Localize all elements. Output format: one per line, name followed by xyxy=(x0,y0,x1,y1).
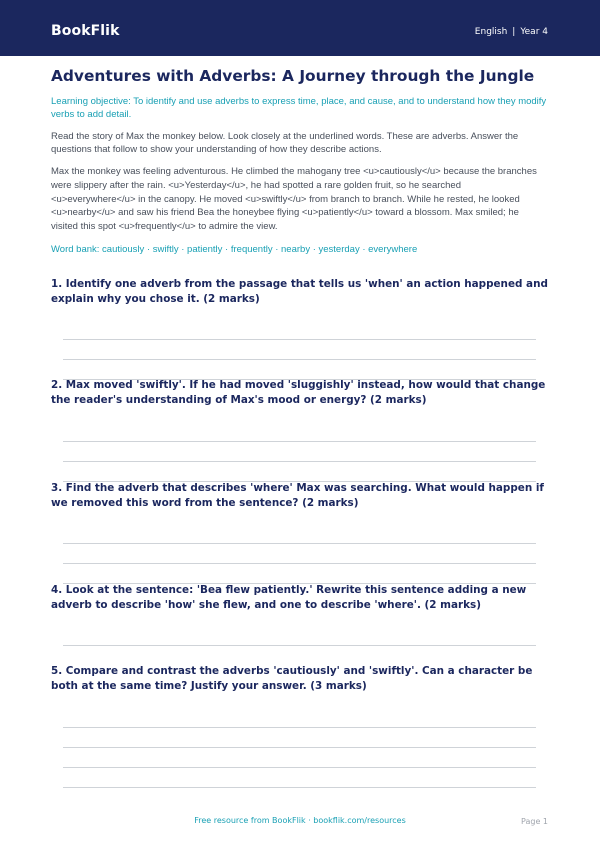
question-2 xyxy=(51,378,548,408)
page-number: Page 1 xyxy=(521,817,548,826)
answer-line[interactable] xyxy=(63,787,536,788)
answer-line[interactable] xyxy=(63,339,536,340)
answer-line[interactable] xyxy=(63,359,536,360)
brand-logo[interactable]: BookFlik xyxy=(51,23,120,39)
meta-separator: | xyxy=(512,27,516,37)
instructions: Read the story of Max the monkey below. Look closely at the underlined words. These are adverbs. Answer the questions that follow to show your understanding of how they describe actions. xyxy=(51,131,519,155)
page-header xyxy=(0,0,600,56)
answer-line[interactable] xyxy=(63,543,536,544)
answer-line[interactable] xyxy=(63,441,536,442)
answer-line[interactable] xyxy=(63,767,536,768)
question-text: 2. Max moved 'swiftly'. If he had moved 'sluggishly' instead, how would that change the reader's understanding of Max's mood or energy? (2 marks) xyxy=(51,379,546,406)
year-label: Year 4 xyxy=(520,27,548,37)
worksheet-intro xyxy=(51,66,548,256)
answer-line[interactable] xyxy=(63,461,536,462)
question-4 xyxy=(51,583,548,613)
answer-line[interactable] xyxy=(63,727,536,728)
question-text: 5. Compare and contrast the adverbs 'cautiously' and 'swiftly'. Can a character be both at the same time? Justify your answer. (3 marks) xyxy=(51,665,533,692)
footer-credit[interactable]: Free resource from BookFlik · bookflik.com/resources xyxy=(194,816,406,825)
word-bank: Word bank: cautiously · swiftly · patiently · frequently · nearby · yesterday · everywhere xyxy=(51,243,418,255)
question-1 xyxy=(51,277,548,307)
question-5 xyxy=(51,664,548,694)
answer-line[interactable] xyxy=(63,645,536,646)
subject-label: English xyxy=(474,27,508,37)
question-text: 3. Find the adverb that describes 'where' Max was searching. What would happen if we removed this word from the sentence? (2 marks) xyxy=(51,482,544,509)
question-3 xyxy=(51,481,548,511)
worksheet-title: Adventures with Adverbs: A Journey through the Jungle xyxy=(51,67,535,85)
story-passage: Max the monkey was feeling adventurous. He climbed the mahogany tree <u>cautiously</u> because the branches were slippery after the rain. <u>Yesterday</u>, he had spotted a rare golden fruit, so he searched <u>everywhere</u> in the canopy. He moved <u>swiftly</u> from branch to branch. While he rested, he looked <u>nearby</u> and saw his friend Bea the honeybee flying <u>patiently</u> toward a blossom. Max smiled; he visited this spot <u>frequently</u> to admire the view. xyxy=(51,166,537,233)
learning-objective: Learning objective: To identify and use adverbs to express time, place, and cause, and to understand how they modify verbs to add detail. xyxy=(51,96,547,120)
subject-meta xyxy=(475,27,548,37)
question-text: 1. Identify one adverb from the passage that tells us 'when' an action happened and explain why you chose it. (2 marks) xyxy=(51,278,548,305)
answer-line[interactable] xyxy=(63,563,536,564)
question-text: 4. Look at the sentence: 'Bea flew patiently.' Rewrite this sentence adding a new adverb to describe 'how' she flew, and one to describe 'where'. (2 marks) xyxy=(51,584,527,611)
answer-line[interactable] xyxy=(63,747,536,748)
